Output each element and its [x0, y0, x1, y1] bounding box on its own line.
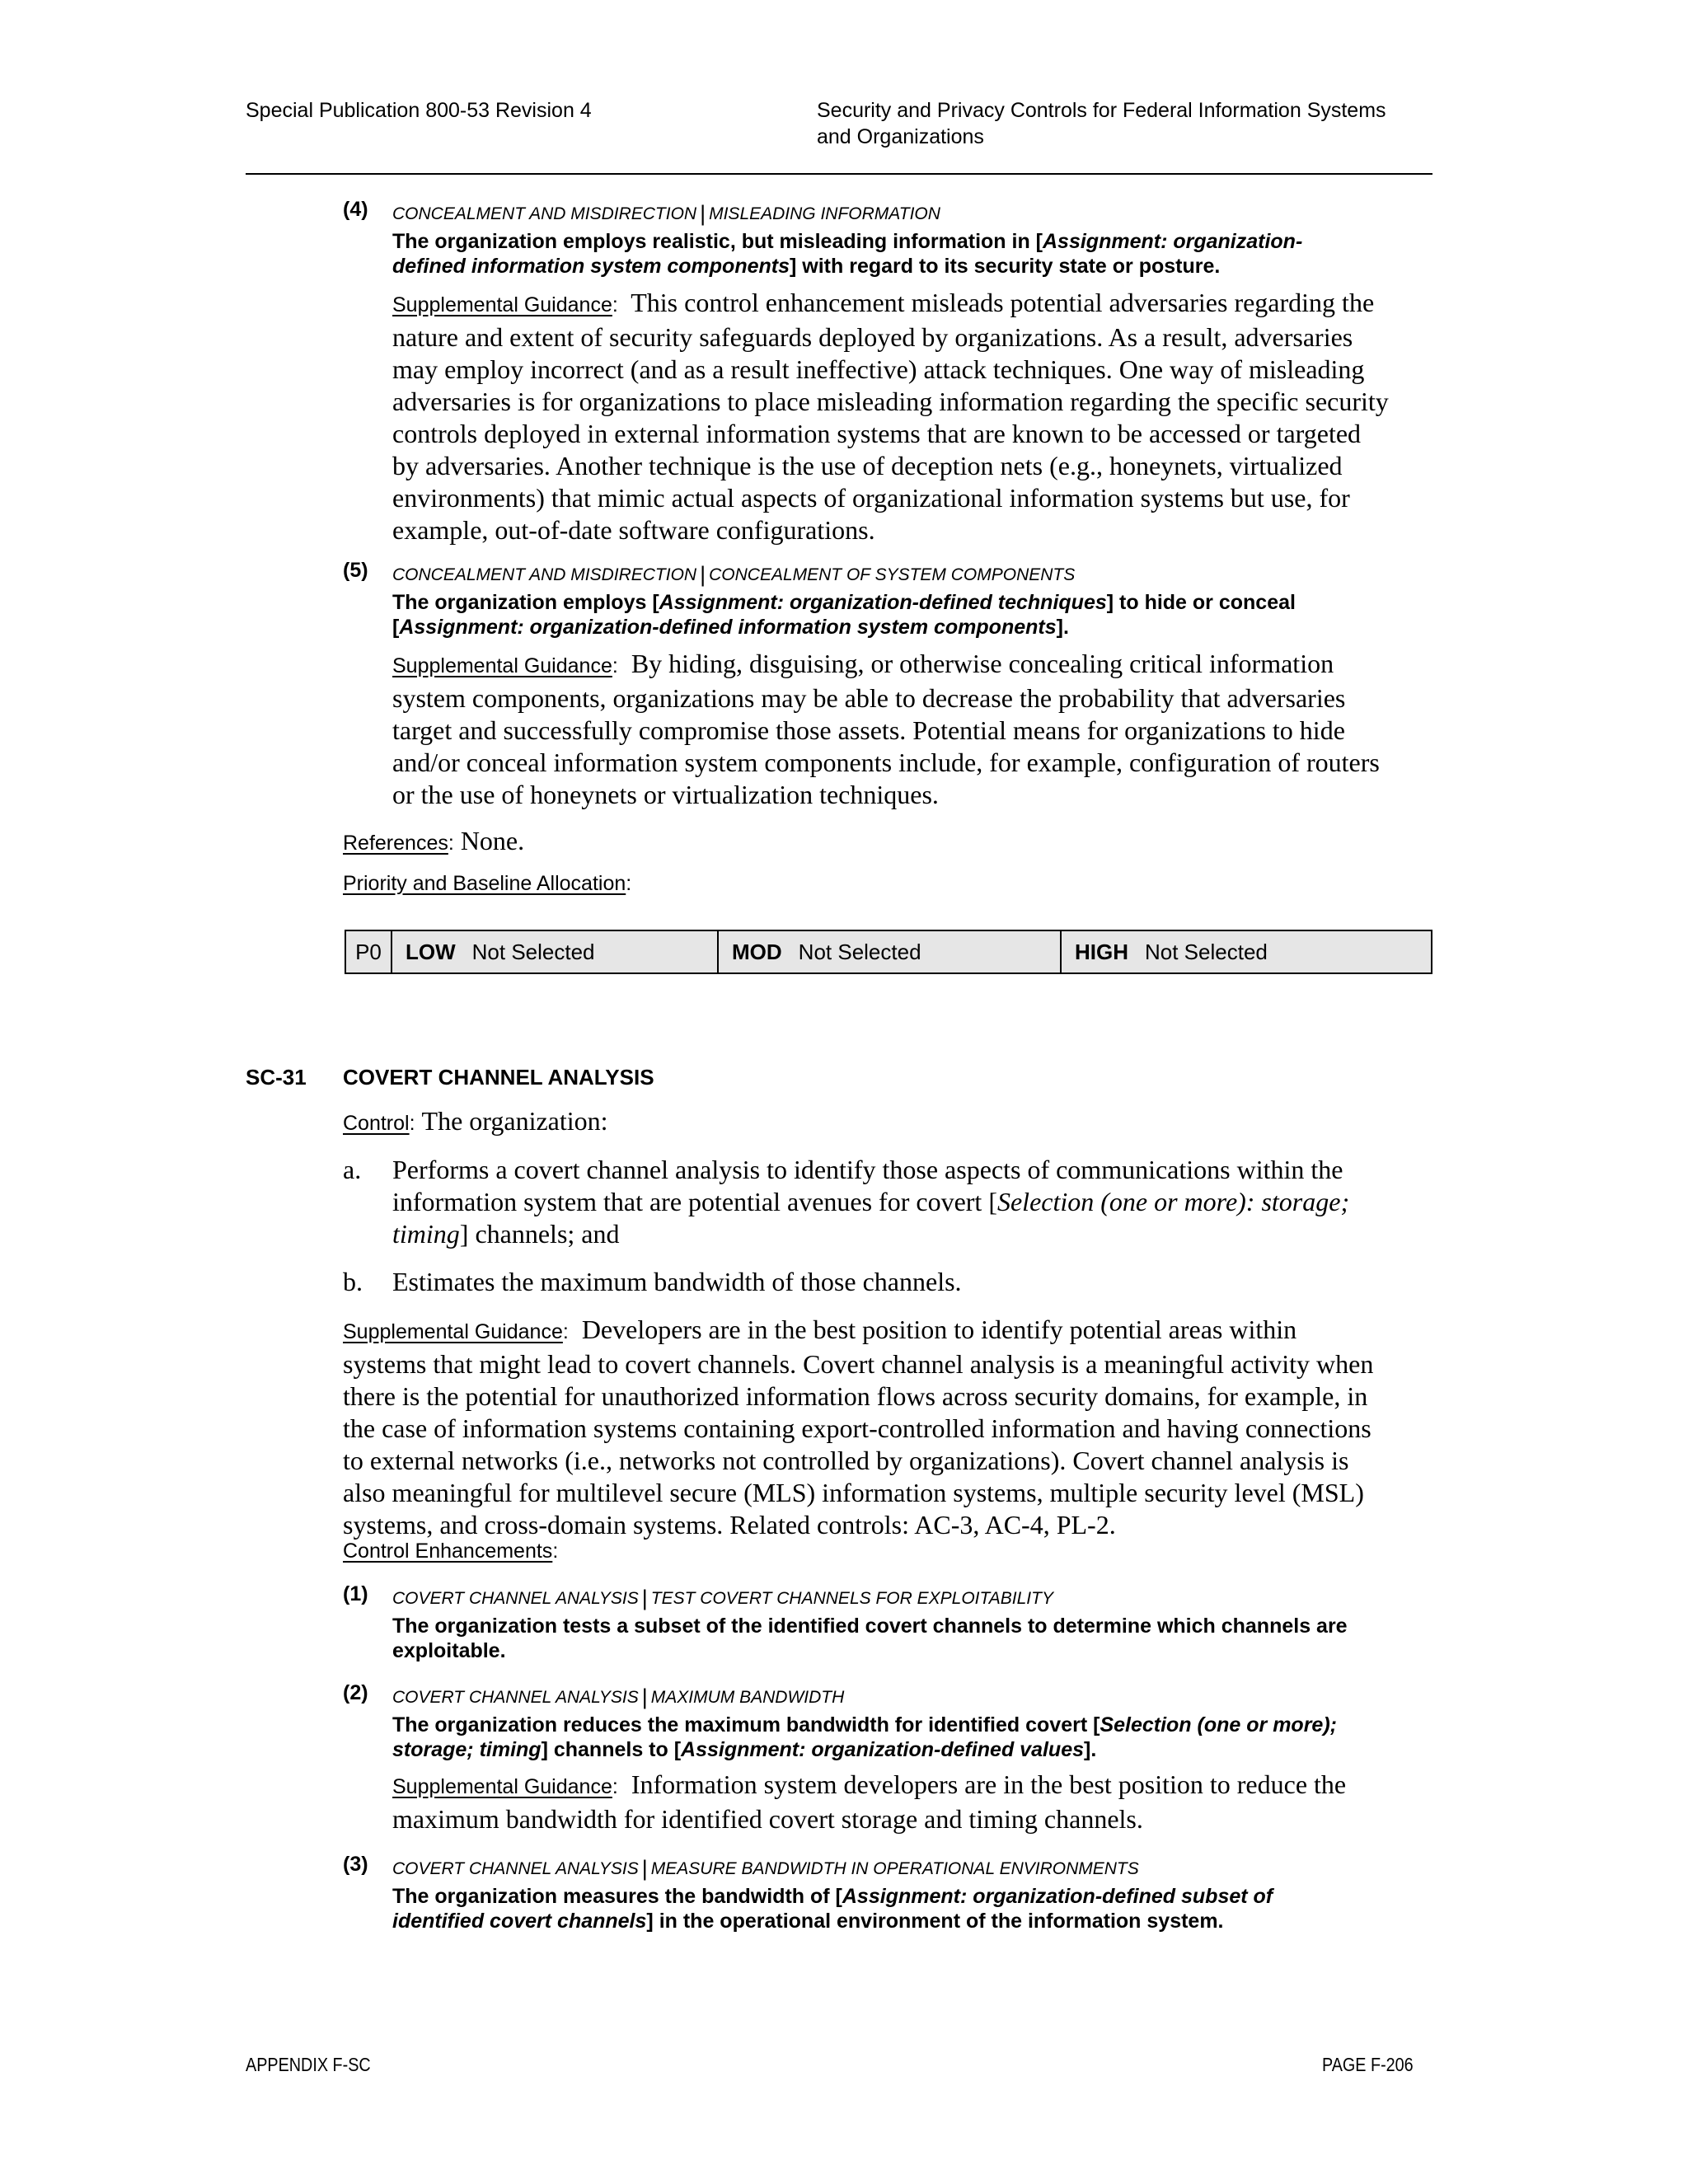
guidance-line: to external networks (i.e., networks not controlled by organizations). Covert channel analysis is	[343, 1446, 1349, 1475]
supplemental-guidance	[392, 648, 1447, 811]
enhancement-statement	[392, 1713, 1439, 1762]
guidance-line	[343, 1314, 1447, 1348]
enhancement-title	[392, 1683, 844, 1708]
enhancement-number: (4)	[343, 198, 368, 221]
statement-line	[392, 1713, 1439, 1737]
statement-line	[392, 1909, 1439, 1933]
statement-text: ] with regard to its security state or posture.	[790, 255, 1221, 278]
priority-heading	[343, 870, 631, 900]
statement-text: ].	[1084, 1738, 1097, 1761]
enhancement-title-name: MAXIMUM BANDWIDTH	[650, 1688, 845, 1707]
enhancement-number: (3)	[343, 1853, 368, 1876]
selection-text: Selection (one or more): storage;	[996, 1187, 1350, 1216]
assignment-text: Assignment: organization-	[1043, 230, 1303, 253]
supplemental-guidance	[343, 1314, 1447, 1541]
baseline-key: MOD	[732, 939, 782, 964]
guidance-line: example, out-of-date software configurations.	[392, 515, 875, 545]
enhancement-title-name: CONCEALMENT OF SYSTEM COMPONENTS	[709, 565, 1076, 584]
item-text: information system that are potential avenues for covert [	[392, 1187, 997, 1216]
assignment-text: Assignment: organization-defined information system components	[399, 616, 1057, 639]
control-id: SC-31	[246, 1065, 307, 1090]
guidance-line: target and successfully compromise those assets. Potential means for organizations to hide	[392, 715, 1345, 745]
enhancement-title	[392, 1854, 1139, 1880]
priority-code: P0	[345, 930, 392, 973]
enhancement-title-base: COVERT CHANNEL ANALYSIS	[392, 1859, 639, 1878]
statement-line	[392, 254, 1439, 279]
enhancement-number: (5)	[343, 559, 368, 582]
guidance-line: there is the potential for unauthorized information flows across security domains, for example, in	[343, 1381, 1368, 1411]
priority-label: Priority and Baseline Allocation	[343, 872, 626, 895]
control-statement-intro	[343, 1104, 608, 1143]
baseline-mod	[718, 930, 1061, 973]
enhancement-title-base: COVERT CHANNEL ANALYSIS	[392, 1688, 639, 1707]
statement-line	[392, 590, 1439, 615]
statement-line	[392, 229, 1439, 254]
supplemental-guidance	[392, 1769, 1447, 1835]
statement-text: ] in the operational environment of the information system.	[646, 1910, 1224, 1933]
selection-text: timing	[392, 1219, 460, 1249]
guidance-line: controls deployed in external information systems that are known to be accessed or targeted	[392, 419, 1362, 448]
guidance-label: Supplemental Guidance	[392, 654, 612, 677]
running-header-left: Special Publication 800-53 Revision 4	[246, 99, 592, 122]
header-rule	[246, 173, 1432, 175]
item-text: ] channels; and	[459, 1219, 620, 1249]
statement-text: The organization reduces the maximum bandwidth for identified covert [	[392, 1713, 1100, 1736]
title-separator: |	[641, 1685, 648, 1709]
item-line	[392, 1186, 1447, 1218]
baseline-value: Not Selected	[471, 939, 595, 964]
guidance-line: nature and extent of security safeguards deployed by organizations. As a result, adversaries	[392, 322, 1353, 352]
statement-text: ] to hide or conceal	[1106, 591, 1296, 614]
guidance-line: the case of information systems containing export-controlled information and having connections	[343, 1413, 1372, 1443]
list-marker: b.	[343, 1267, 363, 1296]
control-title: COVERT CHANNEL ANALYSIS	[343, 1065, 654, 1090]
control-item-b: Estimates the maximum bandwidth of those channels.	[392, 1267, 962, 1296]
baseline-value: Not Selected	[798, 939, 921, 964]
assignment-text: Assignment: organization-defined values	[681, 1738, 1084, 1761]
footer-right: PAGE F-206	[1322, 2054, 1414, 2075]
enhancement-title-name: MEASURE BANDWIDTH IN OPERATIONAL ENVIRONMENTS	[650, 1859, 1139, 1878]
assignment-text: Assignment: organization-defined techniques	[659, 591, 1107, 614]
baseline-key: HIGH	[1075, 939, 1128, 964]
guidance-line: also meaningful for multilevel secure (MLS) information systems, multiple security level (MSL)	[343, 1478, 1364, 1507]
enhancement-title	[392, 1584, 1053, 1610]
control-enhancements-label: Control Enhancements	[343, 1540, 553, 1563]
assignment-text: Assignment: organization-defined subset of	[842, 1885, 1273, 1908]
priority-baseline-table	[345, 930, 1432, 974]
guidance-line: by adversaries. Another technique is the use of deception nets (e.g., honeynets, virtualized	[392, 451, 1343, 480]
guidance-line	[392, 648, 1447, 682]
statement-text: The organization employs realistic, but misleading information in [	[392, 230, 1043, 253]
assignment-text: identified covert channels	[392, 1910, 647, 1933]
guidance-label: Supplemental Guidance	[392, 293, 612, 316]
guidance-text: Information system developers are in the best position to reduce the	[631, 1769, 1347, 1799]
statement-line: exploitable.	[392, 1639, 506, 1662]
enhancement-title-base: CONCEALMENT AND MISDIRECTION	[392, 565, 697, 584]
guidance-line: and/or conceal information system components include, for example, configuration of routers	[392, 748, 1380, 777]
enhancement-statement	[392, 1884, 1439, 1933]
control-intro-text: The organization:	[421, 1106, 608, 1136]
statement-text: The organization employs [	[392, 591, 659, 614]
statement-line	[392, 1884, 1439, 1909]
enhancement-title-name: TEST COVERT CHANNELS FOR EXPLOITABILITY	[650, 1589, 1053, 1608]
control-label: Control	[343, 1112, 410, 1135]
enhancement-statement	[392, 229, 1439, 279]
statement-text: [	[392, 616, 400, 639]
guidance-line: systems, and cross-domain systems. Related controls: AC-3, AC-4, PL-2.	[343, 1510, 1116, 1540]
title-separator: |	[641, 1856, 648, 1881]
guidance-text: By hiding, disguising, or otherwise concealing critical information	[631, 649, 1334, 678]
selection-text: Selection (one or more);	[1100, 1713, 1337, 1736]
label-colon: :	[409, 1112, 415, 1135]
guidance-line: environments) that mimic actual aspects of organizational information systems but use, for	[392, 483, 1350, 513]
statement-line	[392, 1737, 1439, 1762]
title-separator: |	[700, 201, 706, 226]
enhancement-title	[392, 199, 940, 225]
guidance-line: maximum bandwidth for identified covert storage and timing channels.	[392, 1804, 1143, 1834]
label-colon: :	[626, 872, 632, 895]
label-colon: :	[562, 1320, 569, 1343]
guidance-text: Developers are in the best position to identify potential areas within	[581, 1315, 1297, 1344]
selection-text: storage; timing	[392, 1738, 542, 1761]
guidance-line: systems that might lead to covert channels. Covert channel analysis is a meaningful activity when	[343, 1349, 1374, 1379]
enhancement-number: (2)	[343, 1681, 368, 1704]
references-value: None.	[460, 826, 525, 855]
enhancement-title-base: CONCEALMENT AND MISDIRECTION	[392, 204, 697, 223]
guidance-line: or the use of honeynets or virtualization techniques.	[392, 780, 939, 809]
statement-line	[392, 615, 1439, 640]
guidance-text: This control enhancement misleads potential adversaries regarding the	[631, 288, 1375, 317]
item-line: Performs a covert channel analysis to identify those aspects of communications within the	[392, 1155, 1343, 1184]
guidance-label: Supplemental Guidance	[343, 1320, 563, 1343]
baseline-high	[1061, 930, 1432, 973]
title-separator: |	[700, 562, 706, 587]
statement-text: ].	[1056, 616, 1069, 639]
assignment-text: defined information system components	[392, 255, 790, 278]
header-right-line-2: and Organizations	[817, 125, 984, 148]
enhancement-number: (1)	[343, 1582, 368, 1605]
guidance-label: Supplemental Guidance	[392, 1775, 612, 1798]
table-row	[345, 930, 1432, 973]
statement-text: The organization measures the bandwidth of [	[392, 1885, 842, 1908]
enhancement-statement	[392, 1614, 1439, 1663]
guidance-line	[392, 287, 1447, 321]
supplemental-guidance	[392, 287, 1447, 546]
label-colon: :	[612, 654, 618, 677]
label-colon: :	[448, 832, 454, 855]
guidance-line: system components, organizations may be able to decrease the probability that adversaries	[392, 683, 1346, 713]
label-colon: :	[612, 293, 618, 316]
guidance-line: adversaries is for organizations to place misleading information regarding the specific security	[392, 387, 1389, 416]
footer-left: APPENDIX F-SC	[246, 2054, 371, 2075]
control-item-a	[392, 1154, 1447, 1250]
references-label: References	[343, 832, 448, 855]
baseline-value: Not Selected	[1145, 939, 1268, 964]
list-marker: a.	[343, 1155, 362, 1184]
title-separator: |	[641, 1586, 648, 1610]
item-line	[392, 1218, 1447, 1250]
label-colon: :	[552, 1540, 559, 1563]
statement-line: The organization tests a subset of the identified covert channels to determine which channels are	[392, 1615, 1348, 1638]
enhancement-statement	[392, 590, 1439, 640]
running-header-right	[817, 97, 1386, 150]
control-enhancements-heading	[343, 1538, 558, 1568]
label-colon: :	[612, 1775, 618, 1798]
baseline-key: LOW	[406, 939, 456, 964]
header-right-line-1: Security and Privacy Controls for Federal Information Systems	[817, 99, 1386, 122]
statement-text: ] channels to [	[541, 1738, 682, 1761]
baseline-low	[392, 930, 718, 973]
enhancement-title	[392, 560, 1075, 586]
guidance-line: may employ incorrect (and as a result ineffective) attack techniques. One way of misleading	[392, 354, 1365, 384]
references	[343, 824, 524, 863]
enhancement-title-name: MISLEADING INFORMATION	[709, 204, 940, 223]
guidance-line	[392, 1769, 1447, 1803]
enhancement-title-base: COVERT CHANNEL ANALYSIS	[392, 1589, 639, 1608]
